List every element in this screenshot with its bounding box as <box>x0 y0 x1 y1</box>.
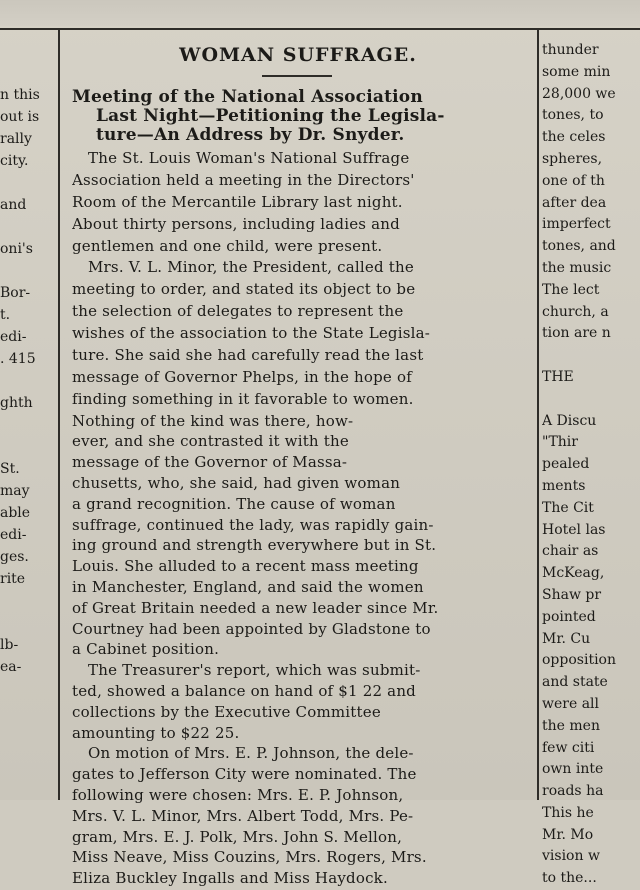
right-column-line: after dea <box>542 194 607 211</box>
right-column-line: Hotel las <box>542 521 606 538</box>
article-body-line: The St. Louis Woman's National Suffrage <box>88 149 410 167</box>
article-body-line: Miss Neave, Miss Couzins, Mrs. Rogers, Mrs. <box>72 848 427 867</box>
right-column-line: McKeag, <box>542 565 605 582</box>
right-column-line: tones, to <box>542 107 604 124</box>
left-column-line <box>0 172 52 194</box>
article-body-line: gates to Jefferson City were nominated. The <box>72 765 417 784</box>
article-body-line: wishes of the association to the State Legisla- <box>72 324 431 343</box>
article-body-line: a Cabinet position. <box>72 640 220 659</box>
left-column-line: edi- <box>0 527 27 543</box>
right-column-line: the celes <box>542 129 606 146</box>
article-body-line: Louis. She alluded to a recent mass meeting <box>72 557 419 576</box>
right-column-line: chair as <box>542 543 599 560</box>
right-column-line: own inte <box>542 761 604 778</box>
right-column-line: few citi <box>542 739 595 756</box>
right-column-line: and state <box>542 674 608 691</box>
right-column-line: tones, and <box>542 238 616 255</box>
article-title: WOMAN SUFFRAGE. <box>179 44 417 66</box>
right-column-line: The lect <box>542 281 600 298</box>
article-body-line: gram, Mrs. E. J. Polk, Mrs. John S. Mellon, <box>72 827 403 846</box>
article-body-line: collections by the Executive Committee <box>72 702 381 721</box>
left-column-line: ges. <box>0 549 29 565</box>
left-column-line <box>0 62 52 84</box>
left-column-rule <box>58 30 60 800</box>
article-body-line: Nothing of the kind was there, how- <box>72 411 354 430</box>
right-column-line: A Discu <box>542 412 597 429</box>
right-column-line: tion are n <box>542 325 611 342</box>
left-column <box>0 40 52 678</box>
right-column-line <box>542 345 640 367</box>
left-column-line <box>0 612 52 634</box>
right-column-line: roads ha <box>542 783 604 800</box>
right-column-line: church, a <box>542 303 609 320</box>
article-body-line: meeting to order, and stated its object to be <box>72 280 416 299</box>
article-body-line: Association held a meeting in the Directors' <box>72 170 415 189</box>
subheadline-line: Meeting of the National Association <box>72 88 423 107</box>
article-body-line: following were chosen: Mrs. E. P. Johnson, <box>72 786 404 805</box>
left-column-line: out is <box>0 109 40 125</box>
article-body-line: ted, showed a balance on hand of $1 22 and <box>72 682 416 701</box>
article-body-line: ing ground and strength everywhere but in St. <box>72 536 437 555</box>
left-column-line <box>0 216 52 238</box>
article-body-line: suffrage, continued the lady, was rapidly gain- <box>72 515 434 534</box>
right-column-line: thunder <box>542 42 599 58</box>
article-body-line: message of the Governor of Massa- <box>72 453 348 472</box>
subheadline-line: Last Night—Petitioning the Legisla- <box>96 107 445 126</box>
article-body-line: The Treasurer's report, which was submit- <box>88 661 421 680</box>
article-body-line: the selection of delegates to represent the <box>72 302 404 321</box>
left-column-line: rally <box>0 131 32 147</box>
right-column-line: 28,000 we <box>542 85 616 102</box>
article-body-line: Mrs. V. L. Minor, the President, called the <box>88 258 414 277</box>
right-column-line: vision w <box>542 848 600 865</box>
article-body-line: Mrs. V. L. Minor, Mrs. Albert Todd, Mrs. Pe- <box>72 806 414 825</box>
left-column-line: edi- <box>0 329 27 345</box>
left-column-line: may <box>0 483 30 499</box>
article-body-line: finding something in it favorable to women. <box>72 389 414 408</box>
article-body-line: in Manchester, England, and said the women <box>72 578 424 597</box>
left-column-line <box>0 590 52 612</box>
article-body <box>72 148 528 889</box>
left-column-line: Bor- <box>0 285 31 301</box>
left-column-line: St. <box>0 461 20 477</box>
right-column-line: the men <box>542 717 600 734</box>
article-body-line: chusetts, who, she said, had given woman <box>72 474 401 493</box>
right-column-line: Mr. Mo <box>542 826 594 843</box>
left-column-line: ea- <box>0 659 22 675</box>
right-column-line <box>542 389 640 411</box>
right-column-line: This he <box>542 804 594 821</box>
right-column-line: some min <box>542 63 611 80</box>
article-body-line: gentlemen and one child, were present. <box>72 236 383 255</box>
left-column-line <box>0 370 52 392</box>
right-column-line: one of th <box>542 172 605 189</box>
article-body-line: a grand recognition. The cause of woman <box>72 494 396 513</box>
article-body-line: Courtney had been appointed by Gladstone to <box>72 619 431 638</box>
left-column-line: rite <box>0 571 26 587</box>
top-border-rule <box>0 28 640 30</box>
article-body-line: of Great Britain needed a new leader since Mr. <box>72 598 439 617</box>
right-column-line: Mr. Cu <box>542 630 591 647</box>
right-column-line: the music <box>542 259 612 276</box>
left-column-line: lb- <box>0 637 19 653</box>
left-column-line <box>0 414 52 436</box>
page-top-edge <box>0 0 640 26</box>
right-column-line: opposition <box>542 652 616 669</box>
right-column <box>542 40 640 890</box>
left-column-line: city. <box>0 153 29 169</box>
article-subheadline <box>72 88 530 145</box>
article-body-line: ever, and she contrasted it with the <box>72 432 349 451</box>
subheadline-line: ture—An Address by Dr. Snyder. <box>96 126 405 145</box>
left-column-line: n this <box>0 87 40 103</box>
right-column-line: ments <box>542 477 586 494</box>
title-rule <box>262 75 332 77</box>
article-body-line: On motion of Mrs. E. P. Johnson, the dele- <box>88 744 414 763</box>
article-body-line: ture. She said she had carefully read the last <box>72 346 424 365</box>
right-column-line: were all <box>542 695 599 712</box>
right-column-line: "Thir <box>542 434 578 451</box>
left-column-line <box>0 40 52 62</box>
right-column-line: THE <box>542 368 574 385</box>
left-column-line: t. <box>0 307 11 323</box>
right-column-line: pointed <box>542 608 596 625</box>
right-column-line: to the... <box>542 870 597 887</box>
left-column-line <box>0 436 52 458</box>
right-column-line: Shaw pr <box>542 586 602 603</box>
article-body-line: message of Governor Phelps, in the hope of <box>72 367 412 386</box>
right-column-line: spheres, <box>542 150 603 167</box>
article-body-line: Room of the Mercantile Library last night. <box>72 192 403 211</box>
left-column-line: and <box>0 197 27 213</box>
right-column-rule <box>537 30 539 800</box>
right-column-line: imperfect <box>542 216 611 233</box>
left-column-line: oni's <box>0 241 33 257</box>
left-column-line <box>0 260 52 282</box>
left-column-line: . 415 <box>0 351 36 367</box>
left-column-line: ghth <box>0 395 33 411</box>
article-body-line: Eliza Buckley Ingalls and Miss Haydock. <box>72 869 388 888</box>
article-body-line: amounting to $22 25. <box>72 723 240 742</box>
right-column-line: The Cit <box>542 499 594 516</box>
article-body-line: About thirty persons, including ladies and <box>72 214 400 233</box>
left-column-line: able <box>0 505 31 521</box>
right-column-line: pealed <box>542 456 590 473</box>
